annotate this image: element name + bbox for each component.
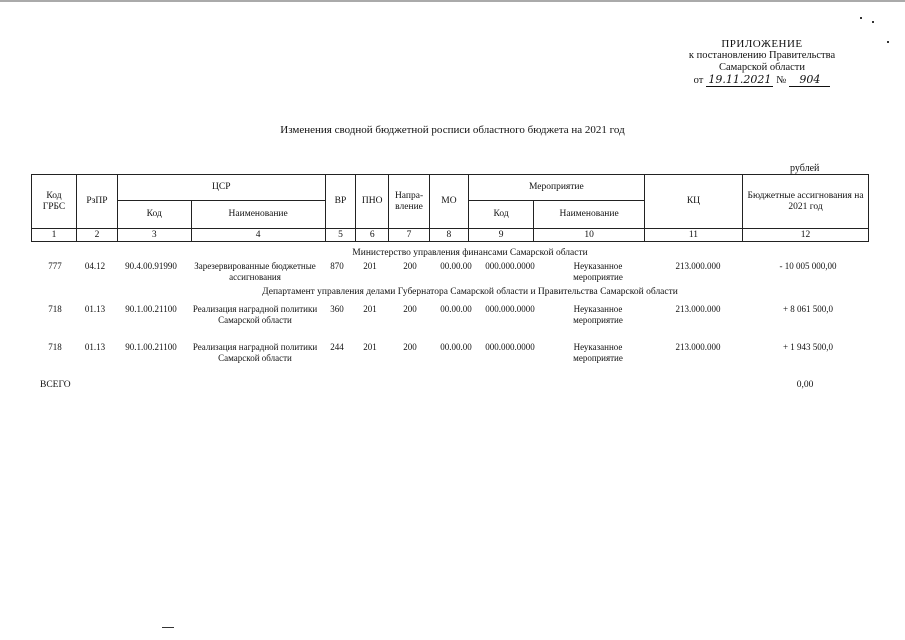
top-scan-line (0, 0, 905, 3)
col-budget-header: Бюджетные ассигнования на 2021 год (743, 175, 869, 229)
cell-amount: + 1 943 500,0 (782, 342, 834, 352)
cell-csr-code: 90.1.00.21100 (125, 342, 177, 352)
cell-vr: 360 (330, 304, 344, 314)
cell-event-name: Неуказанное мероприятие (573, 261, 623, 282)
cell-vr: 870 (330, 261, 344, 271)
total-value: 0,00 (796, 380, 814, 390)
cell-rzpr: 04.12 (84, 261, 106, 271)
cell-event-code: 000.000.0000 (485, 304, 535, 314)
column-number: 1 (32, 229, 77, 242)
cell-csr-code: 90.1.00.21100 (125, 304, 177, 314)
col-event-code-header: Код (468, 201, 533, 229)
cell-kc: 213.000.000 (675, 261, 721, 271)
column-number: 4 (191, 229, 325, 242)
col-direction-header: Напра-вление (389, 175, 430, 229)
column-number: 8 (429, 229, 468, 242)
cell-grbs: 718 (48, 342, 62, 352)
appendix-date-line (667, 74, 857, 87)
cell-csr-code: 90.4.00.91990 (125, 261, 177, 271)
cell-amount: + 8 061 500,0 (782, 304, 834, 314)
column-numbers-row (32, 229, 869, 242)
cell-rzpr: 01.13 (84, 342, 106, 352)
handwritten-date: 19.11.2021 (708, 73, 772, 86)
column-number: 5 (325, 229, 356, 242)
col-event-header: Мероприятие (468, 175, 644, 201)
cell-pno: 201 (363, 304, 377, 314)
column-number: 10 (534, 229, 645, 242)
date-prefix: от (693, 75, 704, 86)
col-csr-code-header: Код (117, 201, 191, 229)
scan-speck (162, 627, 174, 628)
col-grbs-header: Код ГРБС (32, 175, 77, 229)
cell-vr: 244 (330, 342, 344, 352)
units-label: рублей (790, 163, 820, 174)
cell-event-code: 000.000.0000 (485, 261, 535, 271)
column-number: 11 (644, 229, 742, 242)
cell-kc: 213.000.000 (675, 342, 721, 352)
header-table (31, 174, 869, 242)
col-mo-header: МО (429, 175, 468, 229)
department-heading: Министерство управления финансами Самарской области (352, 248, 588, 258)
col-event-name-header: Наименование (534, 201, 645, 229)
cell-pno: 201 (363, 261, 377, 271)
column-number: 9 (468, 229, 533, 242)
total-label: ВСЕГО (40, 380, 71, 390)
cell-csr-name: Реализация наградной политики Самарской области (192, 304, 318, 325)
department-heading: Департамент управления делами Губернатора Самарской области и Правительства Самарской области (262, 287, 678, 297)
cell-event-code: 000.000.0000 (485, 342, 535, 352)
handwritten-number: 904 (789, 74, 830, 87)
col-vr-header: ВР (325, 175, 356, 229)
cell-grbs: 718 (48, 304, 62, 314)
cell-kc: 213.000.000 (675, 304, 721, 314)
col-csr-name-header: Наименование (191, 201, 325, 229)
cell-grbs: 777 (48, 261, 62, 271)
appendix-heading: ПРИЛОЖЕНИЕ (721, 38, 803, 50)
cell-rzpr: 01.13 (84, 304, 106, 314)
cell-direction: 200 (403, 342, 417, 352)
number-prefix: № (776, 75, 787, 86)
col-csr-header: ЦСР (117, 175, 325, 201)
cell-direction: 200 (403, 261, 417, 271)
column-number: 2 (77, 229, 118, 242)
cell-direction: 200 (403, 304, 417, 314)
col-rzpr-header: РзПР (77, 175, 118, 229)
cell-pno: 201 (363, 342, 377, 352)
cell-amount: - 10 005 000,00 (779, 261, 837, 271)
column-number: 12 (743, 229, 869, 242)
cell-mo: 00.00.00 (440, 342, 472, 352)
scan-speck (872, 21, 874, 23)
cell-event-name: Неуказанное мероприятие (573, 304, 623, 325)
appendix-block (667, 38, 857, 87)
cell-csr-name: Реализация наградной политики Самарской области (192, 342, 318, 363)
cell-event-name: Неуказанное мероприятие (573, 342, 623, 363)
col-pno-header: ПНО (356, 175, 389, 229)
scan-speck (860, 17, 862, 19)
column-number: 6 (356, 229, 389, 242)
scan-speck (887, 41, 889, 43)
cell-mo: 00.00.00 (440, 304, 472, 314)
col-kc-header: КЦ (644, 175, 742, 229)
appendix-line-2: Самарской области (719, 62, 805, 73)
appendix-line-1: к постановлению Правительства (688, 50, 836, 61)
document-title: Изменения сводной бюджетной росписи областного бюджета на 2021 год (280, 124, 625, 136)
column-number: 7 (389, 229, 430, 242)
cell-csr-name: Зарезервированные бюджетные ассигнования (194, 261, 316, 282)
column-number: 3 (117, 229, 191, 242)
cell-mo: 00.00.00 (440, 261, 472, 271)
